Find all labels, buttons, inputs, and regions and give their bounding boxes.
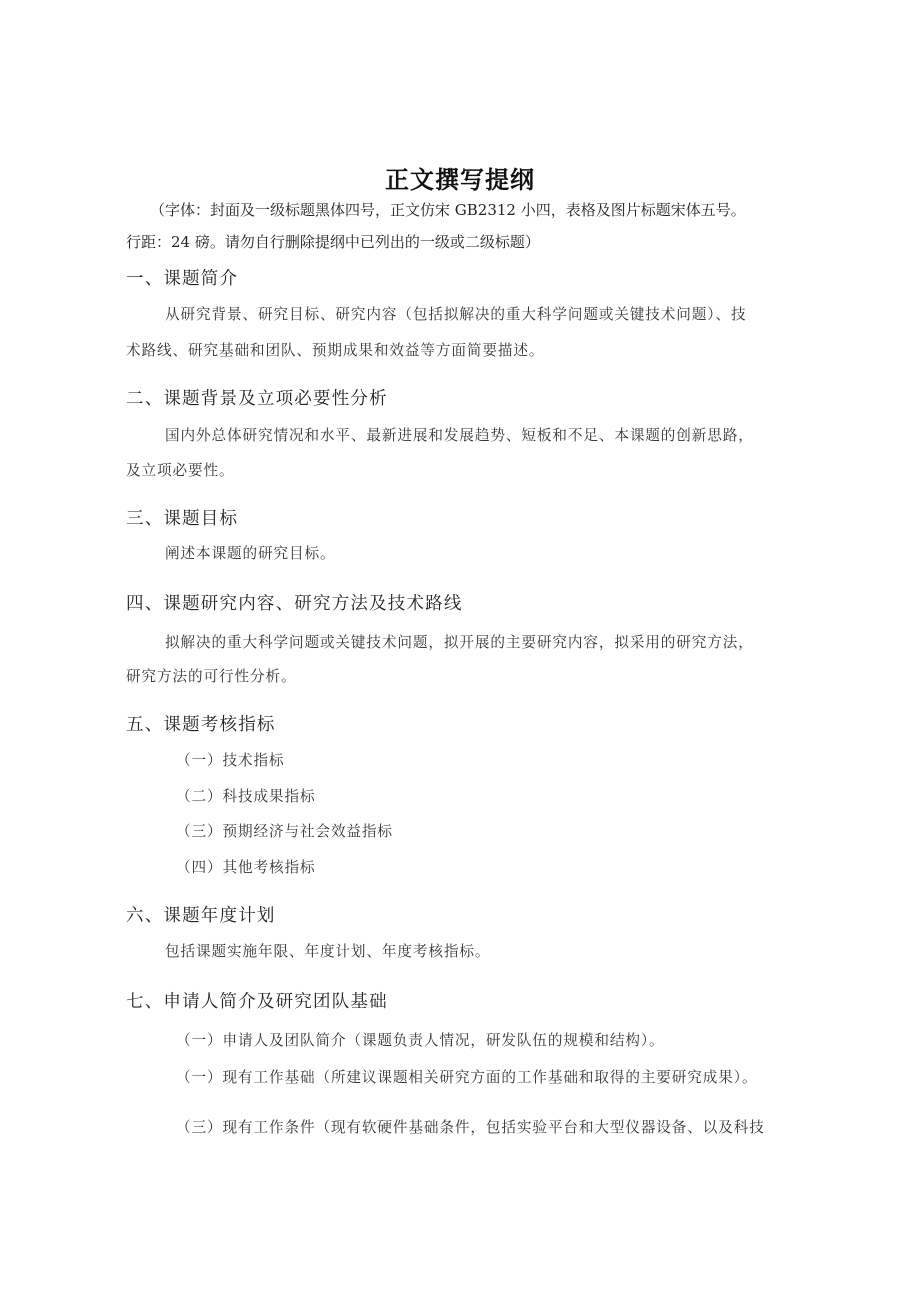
document-title: 正文撰写提纲 — [385, 166, 535, 194]
section-body-1-line-2: 术路线、研究基础和团队、预期成果和效益等方面简要描述。 — [126, 342, 545, 359]
section-body-4-line-2: 研究方法的可行性分析。 — [126, 668, 297, 685]
section-5-subheading-3: （三）预期经济与社会效益指标 — [176, 823, 393, 840]
section-heading-1: 一、课题简介 — [126, 269, 239, 289]
section-5-subheading-4: （四）其他考核指标 — [176, 859, 316, 876]
section-7-subheading-1: （一）申请人及团队简介（课题负责人情况，研发队伍的规模和结构）。 — [176, 1032, 665, 1049]
section-5-subheading-2: （二）科技成果指标 — [176, 788, 316, 805]
section-body-3-line-1: 阐述本课题的研究目标。 — [165, 545, 336, 562]
section-heading-3: 三、课题目标 — [126, 509, 239, 529]
section-heading-5: 五、课题考核指标 — [126, 715, 276, 735]
section-heading-6: 六、课题年度计划 — [126, 906, 276, 926]
section-body-1-line-1: 从研究背景、研究目标、研究内容（包括拟解决的重大科学问题或关键技术问题）、技 — [165, 306, 747, 323]
section-body-4-line-1: 拟解决的重大科学问题或关键技术问题，拟开展的主要研究内容，拟采用的研究方法， — [165, 634, 754, 651]
section-heading-7: 七、申请人简介及研究团队基础 — [126, 992, 388, 1012]
section-heading-4: 四、课题研究内容、研究方法及技术路线 — [126, 594, 463, 614]
section-7-subheading-3: （三）现有工作条件（现有软硬件基础条件，包括实验平台和大型仪器设备、以及科技 — [176, 1119, 765, 1136]
section-5-subheading-1: （一）技术指标 — [176, 752, 285, 769]
section-body-6-line-1: 包括课题实施年限、年度计划、年度考核指标。 — [165, 943, 491, 960]
section-body-2-line-2: 及立项必要性。 — [126, 462, 235, 479]
section-body-2-line-1: 国内外总体研究情况和水平、最新进展和发展趋势、短板和不足、本课题的创新思路， — [165, 427, 754, 444]
section-7-subheading-2: （一）现有工作基础（所建议课题相关研究方面的工作基础和取得的主要研究成果）。 — [176, 1069, 758, 1086]
format-note-line-1: （字体：封面及一级标题黑体四号，正文仿宋 GB2312 小四，表格及图片标题宋体五号。 — [150, 201, 746, 219]
format-note-line-2: 行距：24 磅。请勿自行删除提纲中已列出的一级或二级标题） — [126, 233, 540, 251]
section-heading-2: 二、课题背景及立项必要性分析 — [126, 389, 388, 409]
